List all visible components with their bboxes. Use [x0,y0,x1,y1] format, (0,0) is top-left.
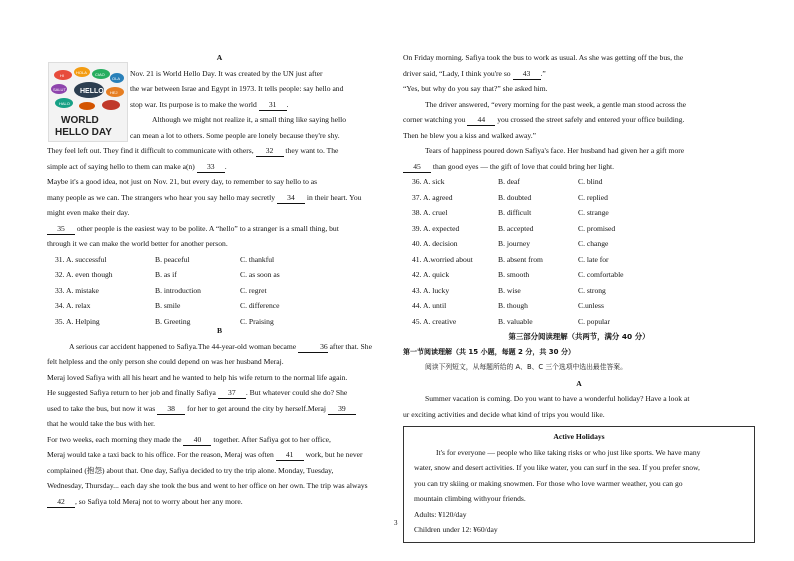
option[interactable]: C. strange [578,208,609,217]
passage-a-line: simple act of saying hello to them can make a(n) 33 . [47,161,227,171]
option[interactable]: B. smooth [498,270,530,279]
option[interactable]: 31. A. successful [55,254,107,264]
passage-b-line: 42 , so Safiya told Meraj not to worry about her any more. [47,494,392,510]
svg-text:HELLO: HELLO [80,88,104,95]
option[interactable]: C. replied [578,192,608,202]
passage-b-line: Meraj would take a taxi back to his office. For the reason, Meraj was often 41 work, but he never [47,450,363,459]
option[interactable]: B. Greeting [155,316,191,326]
options-row [412,221,755,237]
option[interactable]: C.unless [578,301,604,310]
passage-a-line: can mean a lot to others. Some people are lonely because they're shy. [130,130,340,140]
svg-text:HEJ: HEJ [110,90,118,95]
passage-b-title: B [216,326,223,335]
passage-b-line: used to take the bus, but now it was 38 for her to get around the city by herself.Meraj 39 [47,401,392,417]
svg-text:HOLA: HOLA [76,70,87,75]
svg-text:OLA: OLA [112,76,121,81]
option[interactable]: 37. A. agreed [412,192,453,202]
blank-45: 45 [403,161,431,173]
options-row [55,252,392,268]
options-row [412,267,755,283]
box-line: you can try skiing or making snowmen. For those who love warmer weather, you can go [414,478,683,488]
box-line: mountain climbing withyour friends. [414,494,526,503]
option[interactable]: 35. A. Helping [55,316,100,326]
option[interactable]: 34. A. relax [55,301,91,310]
option[interactable]: C. blind [578,177,603,186]
options-row [412,236,755,252]
option[interactable]: 32. A. even though [55,270,113,279]
option[interactable]: 39. A. expected [412,223,460,233]
options-row [55,267,392,283]
options-row [412,174,755,190]
blank-44: 44 [467,114,495,126]
blank-40: 40 [183,434,211,446]
option[interactable]: 38. A. cruel [412,208,448,217]
instruction-text: 阅读下列短文，从每题所给的 A、B、C 三个选项中选出最佳答案。 [425,363,627,371]
option[interactable]: C. popular [578,316,611,326]
passage-b-line: He suggested Safiya return to her job and finally Safiya 37 . But whatever could she do? She [47,388,348,397]
blank-35: 35 [47,223,75,235]
blank-39: 39 [328,403,356,415]
blank-37: 37 [218,387,246,399]
options-row [55,283,392,299]
option[interactable]: B. wise [498,285,521,295]
option[interactable]: B. valuable [498,316,533,326]
option[interactable]: C. strong [578,285,606,295]
option[interactable]: B. smile [155,301,181,310]
page-number: 3 [394,519,398,527]
options-row [55,298,392,314]
active-holidays-box [403,426,755,543]
passage-a-line: 35 other people is the easiest way to be polite. A “hello” to a stranger is a small thing, but [47,221,392,237]
option[interactable]: 36. A. sick [412,177,445,186]
option[interactable]: B. as if [155,270,177,279]
svg-text:SALUT: SALUT [53,87,66,92]
svg-text:WORLD: WORLD [61,115,99,126]
blank-33: 33 [197,161,225,173]
svg-text:HI: HI [60,73,64,78]
box-line: water, snow and desert activities. If you like water, you can surf in the sea. If you prefer snow, [414,463,700,472]
option[interactable]: C. regret [240,285,267,295]
passage-a-line: the war between Israe and Egypt in 1973. It tells people: say hello and [130,84,344,93]
passage-a-line: Maybe it's a good idea, not just on Nov. 21, but every day, to remember to say hello to as [47,177,318,186]
blank-38: 38 [157,403,185,415]
blank-31: 31 [259,99,287,111]
svg-text:CIAO: CIAO [95,72,105,77]
option[interactable]: C. late for [578,254,609,264]
passage-b-line: Wednesday, Thursday... each day she took the bus and went to her office on her own. The trip was always [47,481,368,490]
option[interactable]: C. Praising [240,316,274,326]
passage-b-line: driver said, “Lady, I think you're so 43 .” [403,68,546,78]
option[interactable]: B. deaf [498,177,520,186]
options-row [412,252,755,268]
price-children: Children under 12: ¥60/day [414,525,498,534]
passage-a-title: A [216,53,223,62]
passage-b-line: The driver answered, “every morning for the past week, a gentle man stood across the [425,99,687,109]
option[interactable]: B. accepted [498,223,534,233]
passage-b-line: complained (抱怨) about that. One day, Safiya decided to try the trip alone. Monday, Tuesday, [47,465,334,475]
option[interactable]: B. doubted [498,192,532,202]
passage-b-line: For two weeks, each morning they made the 40 together. After Safiya got to her office, [47,434,331,444]
passage-a-line: through it we can make the world better for another person. [47,239,228,248]
option[interactable]: 42. A. quick [412,270,450,279]
passage-b-line: Then he blew you a kiss and walked away.” [403,130,536,140]
options-row [412,190,755,206]
option[interactable]: C. promised [578,223,616,233]
passage-a-line: They feel left out. They find it difficult to communicate with others, 32 they want to. The [47,146,339,155]
option[interactable]: 43. A. lucky [412,285,450,295]
option[interactable]: C. comfortable [578,270,624,279]
passage-a-line: many people as we can. The strangers who hear you say hello may secretly 34 in their heart. You [47,192,362,202]
option[interactable]: B. introduction [155,285,201,295]
blank-32: 32 [256,145,284,157]
option[interactable]: 33. A. mistake [55,285,99,295]
option[interactable]: B. peaceful [155,254,190,264]
option[interactable]: 41. A.worried about [412,254,473,264]
option[interactable]: 45. A. creative [412,316,457,326]
blank-34: 34 [277,192,305,204]
reading-passage-a-title: A [576,378,582,388]
option[interactable]: B. absent from [498,254,543,264]
passage-b-line: “Yes, but why do you say that?” she asked him. [403,84,548,93]
options-row [412,298,755,314]
svg-text:HELLO DAY: HELLO DAY [55,127,112,138]
passage-b-line: On Friday morning. Safiya took the bus to work as usual. As she was getting off the bus, the [403,53,684,62]
part-three-heading: 第三部分阅读理解（共两节，满分 40 分） [508,332,650,341]
option[interactable]: C. as soon as [240,270,280,279]
reading-line: Summer vacation is coming. Do you want to have a wonderful holiday? Have a look at [425,394,690,403]
reading-line: ur exciting activities and decide what kind of trips you would like. [403,409,605,419]
option[interactable]: C. difference [240,301,280,310]
passage-a-line: stop war. Its purpose is to make the world 31 . [130,99,289,109]
section-one-heading: 第一节阅读理解（共 15 小题，每题 2 分，共 30 分） [403,347,575,356]
blank-36: 36 [298,341,328,353]
box-line: It's for everyone — people who like taking risks or who just like sports. We have many [436,447,701,457]
option[interactable]: 40. A. decision [412,239,458,248]
passage-a-line: Although we might not realize it, a small thing like saying hello [152,115,347,124]
option[interactable]: C. change [578,239,609,248]
passage-a-line: Nov. 21 is World Hello Day. It was created by the UN just after [130,68,323,78]
svg-text:HALO: HALO [59,101,70,106]
option[interactable]: B. difficult [498,208,532,217]
passage-b-line: that he would take the bus with her. [47,419,155,428]
passage-b-line: Meraj loved Safiya with all his heart and he wanted to help his wife return to the normal life again. [47,372,348,382]
option[interactable]: B. journey [498,239,531,248]
options-row [412,314,755,330]
passage-b-line: 45 than good eyes — the gift of love that could bring her light. [403,159,755,175]
options-row [412,205,755,221]
passage-b-line: felt helpless and the only person she could depend on was her husband Meraj. [47,357,284,366]
price-adults: Adults: ¥120/day [414,509,467,519]
left-column [47,50,392,509]
option[interactable]: C. thankful [240,254,275,264]
box-title: Active Holidays [553,432,605,441]
blank-41: 41 [276,449,304,461]
passage-a-line: might even make their day. [47,208,130,217]
options-row [412,283,755,299]
passage-b-line: corner watching you 44 you crossed the street safely and entered your office building. [403,115,685,124]
passage-b-line: Tears of happiness poured down Safiya's face. Her husband had given her a gift more [425,146,685,155]
option[interactable]: 44. A. until [412,301,447,310]
blank-42: 42 [47,496,75,508]
right-column [403,50,755,543]
blank-43: 43 [513,68,541,80]
passage-b-line: A serious car accident happened to Safiya.The 44-year-old woman became 36 after that. She [69,341,372,351]
option[interactable]: B. though [498,301,528,310]
